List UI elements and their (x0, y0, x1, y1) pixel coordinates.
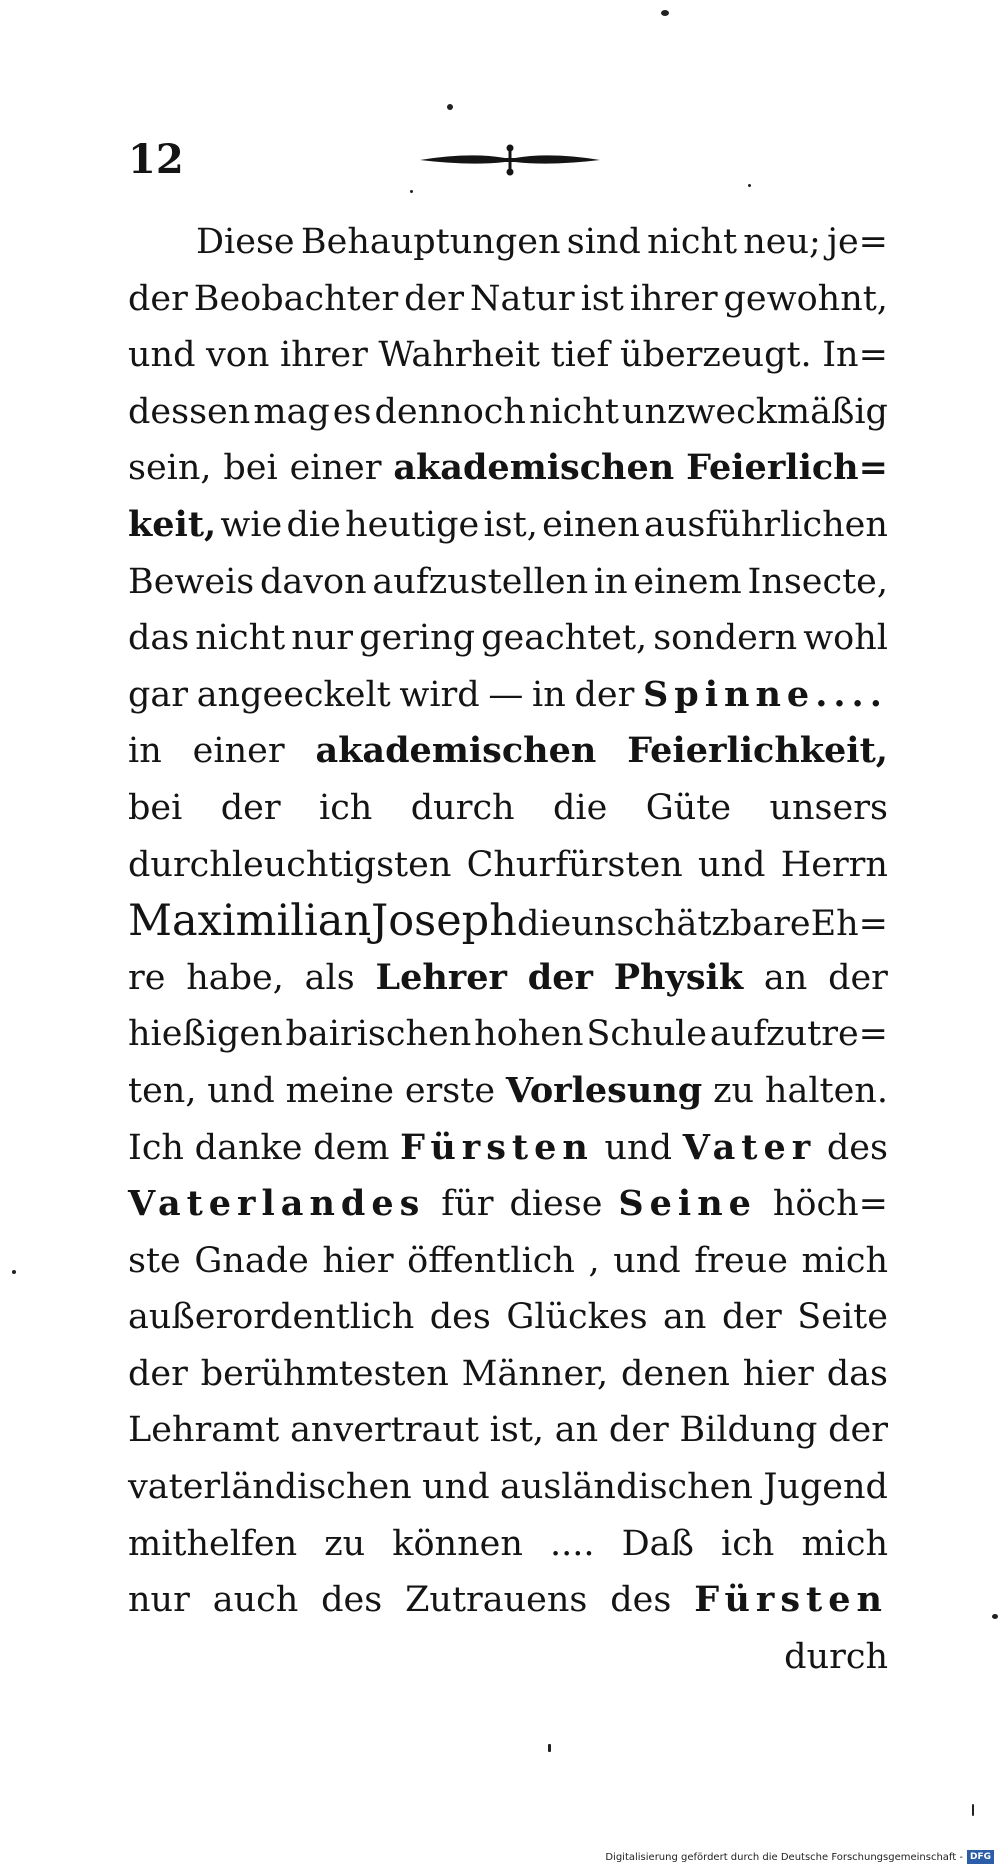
body-text (128, 214, 888, 1685)
text-word: für (441, 1184, 494, 1225)
text-word: und (604, 1127, 672, 1168)
text-word: tief (550, 335, 610, 376)
text-word: Vorlesung (505, 1069, 703, 1111)
text-word: der (128, 1353, 188, 1394)
text-word: Güte (645, 787, 732, 828)
text-line (128, 1233, 888, 1290)
text-word: ist, (489, 1410, 545, 1451)
text-line (128, 1346, 888, 1403)
text-word: Wahrheit (378, 335, 540, 376)
page-number: 12 (128, 136, 184, 183)
text-word: ten, (128, 1070, 197, 1111)
text-line (128, 780, 888, 837)
text-word: der (220, 787, 281, 828)
scan-speck (748, 184, 751, 187)
text-word: des (610, 1580, 672, 1621)
text-word: unsers (769, 787, 888, 828)
text-word: wohl (803, 618, 888, 659)
text-word: erste (404, 1070, 496, 1111)
text-word: zu (713, 1070, 755, 1111)
text-word: und (207, 1070, 275, 1111)
text-word: denen (621, 1353, 730, 1394)
scan-speck (661, 10, 669, 16)
text-word: Vaterlandes (128, 1183, 426, 1225)
text-word: durch (410, 787, 515, 828)
text-word: aufzustellen (372, 561, 589, 602)
text-word: keit, (128, 503, 217, 545)
text-word: .... (550, 1523, 595, 1564)
text-word: akademischen (315, 730, 597, 772)
text-word: des (321, 1580, 383, 1621)
text-word: der (608, 1410, 669, 1451)
text-word: halten. (764, 1070, 888, 1111)
text-word: einen (542, 504, 640, 545)
text-word: hohen (474, 1014, 584, 1055)
text-line (128, 893, 888, 950)
text-word: die (516, 904, 572, 945)
text-word: können (392, 1523, 523, 1564)
text-word: Lehrer (375, 956, 507, 998)
text-word: Churfürsten (466, 844, 683, 885)
text-word: Lehramt (128, 1410, 280, 1451)
text-line (128, 554, 888, 611)
text-line (128, 1516, 888, 1573)
text-word: dem (313, 1127, 390, 1168)
text-word: freue (694, 1240, 788, 1281)
text-line (128, 667, 888, 724)
text-line (128, 723, 888, 780)
text-word: danke (194, 1127, 303, 1168)
text-word: mithelfen (128, 1523, 298, 1564)
text-line (128, 327, 888, 384)
text-word: der (527, 956, 593, 998)
text-word: bairischen (285, 1014, 472, 1055)
text-word: Herrn (780, 844, 888, 885)
text-word: des (429, 1297, 491, 1338)
text-word: hier (322, 1240, 394, 1281)
text-word: Glückes (506, 1297, 648, 1338)
text-word: nicht (528, 391, 619, 432)
text-word: je= (827, 222, 888, 262)
text-line (128, 1006, 888, 1063)
text-word: nicht (195, 618, 286, 659)
text-word: geachtet, (481, 618, 648, 659)
text-word: von (206, 335, 270, 376)
text-word: Joseph (371, 896, 517, 947)
printer-ornament-icon (410, 140, 610, 180)
text-word: sind (566, 222, 641, 262)
text-line (128, 1402, 888, 1459)
scan-speck (548, 1744, 551, 1752)
text-word: sein, (128, 448, 212, 489)
scan-speck (12, 1270, 16, 1274)
text-word: In= (822, 335, 888, 376)
text-word: Männer, (461, 1353, 609, 1394)
text-word: das (128, 618, 190, 659)
text-word: einer (289, 448, 382, 489)
text-word: vaterländischen (128, 1467, 412, 1508)
text-line (128, 271, 888, 328)
text-word: ich (319, 787, 373, 828)
text-word: außerordentlich (128, 1297, 415, 1338)
text-word: Fürsten (694, 1579, 888, 1621)
text-word: unschätzbare (571, 904, 811, 945)
text-word: nur (291, 618, 354, 659)
text-line (128, 497, 888, 554)
text-word: berühmtesten (200, 1353, 449, 1394)
text-word: anvertraut (290, 1410, 479, 1451)
text-word: diese (509, 1184, 603, 1225)
text-word: an (763, 957, 808, 998)
text-word: auch (212, 1580, 299, 1621)
text-word: sondern (653, 618, 798, 659)
text-word: dessen (128, 391, 251, 432)
text-word: Fürsten (400, 1126, 594, 1168)
text-word: bei (223, 448, 278, 489)
scan-speck (410, 190, 413, 193)
text-word: durchleuchtigsten (128, 844, 452, 885)
text-word: mich (801, 1240, 888, 1281)
scan-speck (447, 104, 453, 110)
text-word: mich (801, 1523, 888, 1564)
text-word: davon (260, 561, 367, 602)
text-word: in (128, 731, 162, 772)
text-word: mag (253, 391, 330, 432)
text-word: — (488, 674, 524, 715)
text-word: ausländischen (500, 1467, 753, 1508)
text-word: Jugend (763, 1467, 888, 1508)
text-word: gering (359, 618, 476, 659)
text-word: und (697, 844, 766, 885)
text-word: meine (285, 1070, 394, 1111)
text-word: die (553, 787, 608, 828)
text-word: , (588, 1240, 600, 1281)
text-word: Spinne.... (642, 673, 888, 715)
text-word: einem (633, 561, 742, 602)
text-word: Natur (469, 278, 575, 319)
text-word: angeeckelt (196, 674, 391, 715)
text-word: aufzutre= (709, 1014, 888, 1055)
text-word: durch (784, 1636, 888, 1677)
text-word: der (404, 278, 464, 319)
text-word: des (826, 1127, 888, 1168)
text-word: öffentlich (407, 1240, 575, 1281)
text-word: ist (580, 278, 624, 319)
text-word: Gnade (194, 1240, 309, 1281)
text-word: in (593, 561, 628, 602)
text-word: Zutrauens (405, 1580, 588, 1621)
text-line (128, 1176, 888, 1233)
text-word: Insecte, (747, 561, 888, 602)
text-word: Beweis (128, 561, 255, 602)
text-word: und (128, 335, 196, 376)
text-word: ste (128, 1240, 181, 1281)
text-word: Seine (618, 1183, 757, 1225)
text-word: die (286, 504, 341, 545)
dfg-logo-icon: DFG (967, 1850, 994, 1864)
text-word: akademischen (393, 447, 675, 489)
text-line (128, 384, 888, 441)
text-word: Bildung (679, 1410, 818, 1451)
text-word: hier (742, 1353, 814, 1394)
text-word: überzeugt. (620, 335, 812, 376)
text-word: nur (128, 1580, 190, 1621)
text-word: es (332, 391, 372, 432)
text-word: an (554, 1410, 599, 1451)
text-word: einer (192, 731, 285, 772)
text-word: als (304, 957, 355, 998)
text-word: der (828, 957, 888, 998)
text-word: ist, (483, 504, 538, 545)
scan-speck (972, 1804, 974, 1816)
text-word: heutige (345, 504, 480, 545)
text-word: wie (220, 504, 283, 545)
text-line (128, 440, 888, 497)
text-word: Schule (586, 1014, 707, 1055)
text-word: Vater (682, 1126, 817, 1168)
text-word: Eh= (810, 904, 888, 945)
text-word: ihrer (279, 335, 368, 376)
text-word: Ich (128, 1127, 184, 1168)
text-word: der (721, 1297, 782, 1338)
text-word: ausführlichen (644, 504, 888, 545)
text-word: nicht (647, 222, 738, 262)
text-line (128, 837, 888, 894)
text-word: der (574, 674, 635, 715)
text-word: Behauptungen (300, 222, 561, 262)
text-word: re (128, 957, 166, 998)
text-word: ihrer (629, 278, 718, 319)
text-word: habe, (186, 957, 284, 998)
text-line (128, 1063, 888, 1120)
digitization-credit (605, 1848, 994, 1866)
text-word: hießigen (128, 1014, 283, 1055)
text-word: Daß (621, 1523, 694, 1564)
text-word: in (532, 674, 566, 715)
text-line (128, 1629, 888, 1686)
text-line (128, 1459, 888, 1516)
text-word: der (128, 278, 188, 319)
text-line (128, 1120, 888, 1177)
text-word: das (826, 1353, 888, 1394)
text-line (128, 950, 888, 1007)
text-word: Beobachter (193, 278, 399, 319)
text-line (128, 1572, 888, 1629)
text-word: gar (128, 674, 189, 715)
text-line (128, 214, 888, 271)
text-word: gewohnt, (723, 278, 888, 319)
text-word: ich (721, 1523, 775, 1564)
text-word: Diese (196, 222, 295, 262)
text-word: der (828, 1410, 888, 1451)
text-word: an (663, 1297, 707, 1338)
text-word: Feierlich= (686, 447, 888, 489)
text-word: Feierlichkeit, (627, 730, 888, 772)
text-line (128, 1289, 888, 1346)
text-word: Physik (613, 956, 744, 998)
text-word: unzweckmäßig (621, 391, 888, 432)
text-word: Seite (797, 1297, 888, 1338)
text-word: wird (399, 674, 480, 715)
digitization-credit-text: Digitalisierung gefördert durch die Deutsche Forschungsgemeinschaft - (605, 1851, 963, 1863)
text-word: neu; (743, 222, 821, 262)
text-word: und (422, 1467, 490, 1508)
text-word: höch= (772, 1184, 888, 1225)
text-word: bei (128, 787, 183, 828)
text-word: zu (324, 1523, 366, 1564)
text-word: Maximilian (128, 896, 372, 947)
text-word: dennoch (374, 391, 526, 432)
text-line (128, 610, 888, 667)
text-word: und (613, 1240, 681, 1281)
scan-speck (992, 1614, 998, 1619)
